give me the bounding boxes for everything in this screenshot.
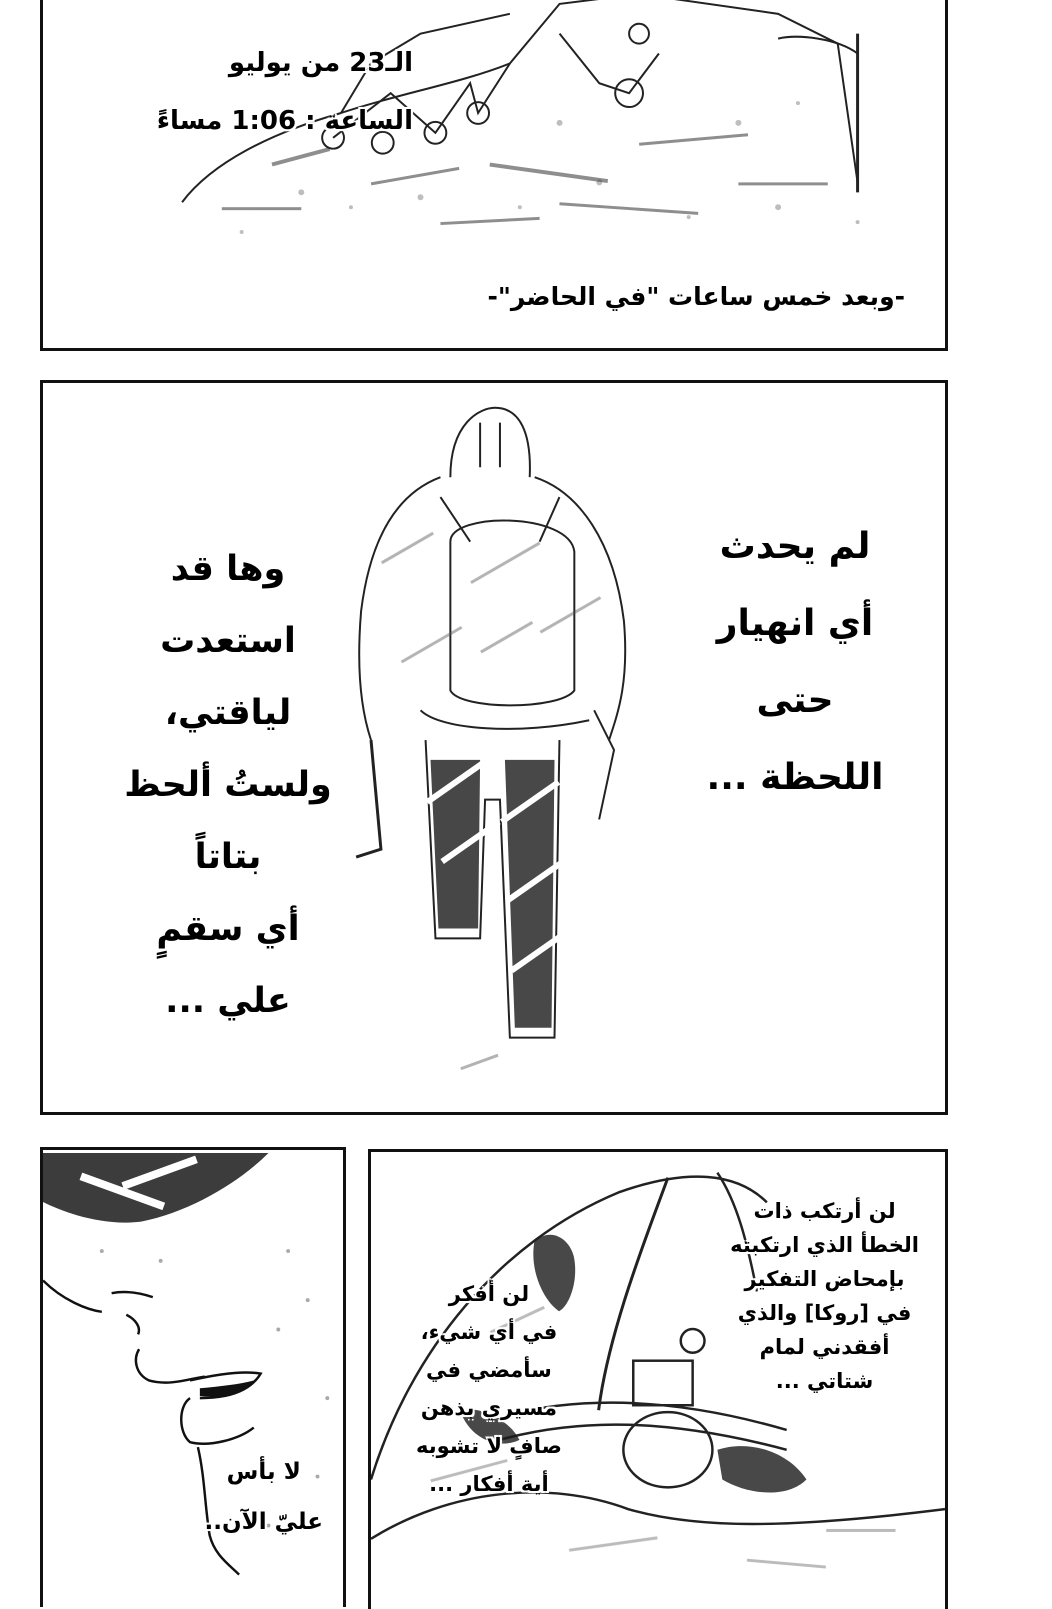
narration-line: مسيري بذهن bbox=[420, 1396, 557, 1420]
no-collapse-narration bbox=[695, 508, 895, 816]
narration-line: لياقتي، bbox=[164, 693, 292, 733]
five-hours-later-caption: -وبعد خمس ساعات "في الحاضر"- bbox=[487, 282, 905, 311]
narration-line: في أي شيء، bbox=[420, 1320, 558, 1344]
time-line: الساعة : 1:06 مساءً bbox=[156, 106, 413, 136]
narration-line: سأمضي في bbox=[426, 1358, 552, 1382]
panel-3-face bbox=[40, 1147, 346, 1607]
panel-2-climber bbox=[40, 380, 948, 1115]
narration-line: بتاتاً bbox=[194, 837, 262, 877]
narration-line: حتى bbox=[756, 680, 834, 721]
narration-line: علي ... bbox=[165, 981, 291, 1021]
narration-line: أفقدني لمام bbox=[759, 1335, 890, 1359]
narration-line: لا بأس bbox=[226, 1459, 301, 1485]
narration-line: الخطأ الذي ارتكبته bbox=[730, 1233, 919, 1257]
date-time-caption bbox=[123, 34, 413, 150]
narration-line: استعدت bbox=[160, 621, 296, 661]
date-line: الـ23 من يوليو bbox=[228, 48, 413, 78]
narration-line: اللحظة ... bbox=[706, 757, 884, 798]
clear-mind-narration bbox=[416, 1275, 562, 1503]
narration-line: شتاتي ... bbox=[775, 1369, 874, 1393]
narration-line: ولستُ ألحظ bbox=[124, 765, 332, 805]
narration-line: لن أفكر bbox=[448, 1282, 530, 1306]
narration-line: لن أرتكب ذات bbox=[753, 1199, 896, 1223]
narration-line: صافٍ لا تشوبه bbox=[416, 1434, 562, 1458]
panel-1-boots bbox=[40, 0, 948, 351]
narration-line: في [روكا] والذي bbox=[737, 1301, 912, 1325]
panel-4-helmet bbox=[368, 1149, 948, 1609]
narration-line: وها قد bbox=[170, 549, 286, 589]
narration-line: بإمحاض التفكير bbox=[744, 1267, 905, 1291]
narration-line: أية أفكار ... bbox=[429, 1472, 549, 1496]
narration-line: أي سقمٍ bbox=[156, 909, 300, 949]
narration-line: لم يحدث bbox=[719, 526, 871, 567]
narration-line: أي انهيار bbox=[716, 603, 874, 644]
narration-line: عليّ الآن.. bbox=[204, 1509, 323, 1535]
fine-now-narration bbox=[205, 1447, 324, 1547]
wont-repeat-mistake-narration bbox=[730, 1194, 919, 1398]
regained-fitness-narration bbox=[108, 533, 348, 1037]
